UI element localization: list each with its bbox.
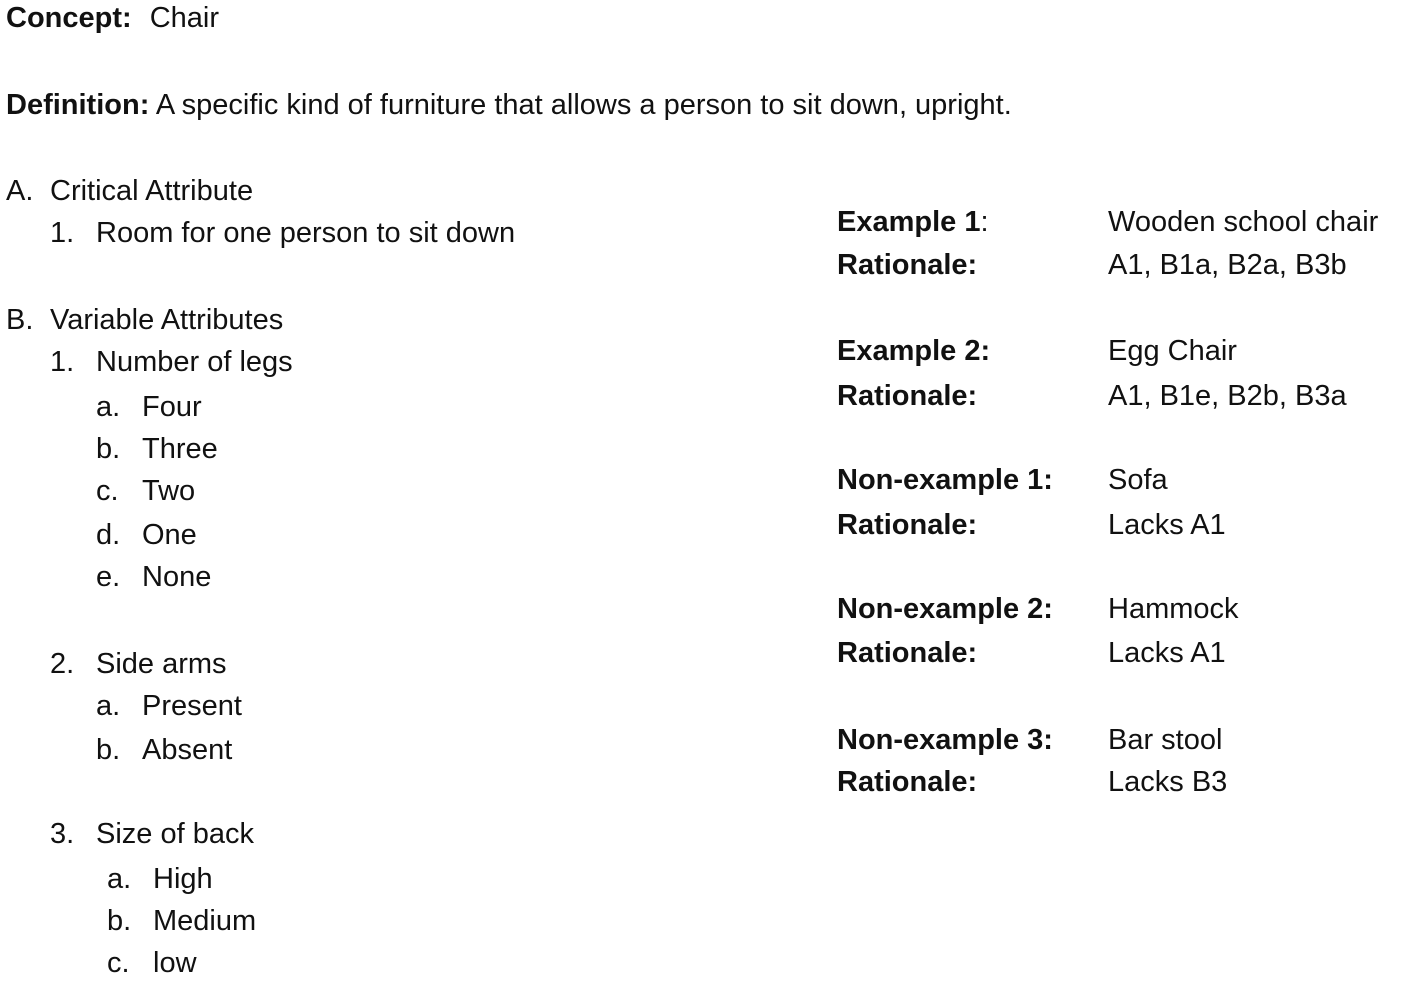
b3a-text: High bbox=[153, 863, 213, 895]
example-label: Example 1: bbox=[837, 206, 989, 238]
b1e-text: None bbox=[142, 561, 212, 593]
example-value: Egg Chair bbox=[1108, 335, 1237, 367]
non-example-value: Sofa bbox=[1108, 464, 1168, 496]
b1b-marker: b. bbox=[96, 433, 121, 465]
b1-text: Number of legs bbox=[96, 346, 293, 378]
definition-line bbox=[6, 87, 1012, 123]
b3-text: Size of back bbox=[96, 818, 254, 850]
b2-marker: 2. bbox=[50, 648, 75, 680]
rationale-label: Rationale: bbox=[837, 380, 978, 412]
section-a-item-marker: 1. bbox=[50, 217, 75, 249]
example-value: Wooden school chair bbox=[1108, 206, 1379, 238]
definition-label: Definition: bbox=[6, 89, 150, 121]
b2a-text: Present bbox=[142, 690, 242, 722]
non-example-label: Non-example 3: bbox=[837, 724, 1053, 756]
section-a-marker: A. bbox=[6, 175, 34, 207]
rationale-value: Lacks B3 bbox=[1108, 766, 1228, 798]
b1e-marker: e. bbox=[96, 561, 121, 593]
rationale-label: Rationale: bbox=[837, 766, 978, 798]
b3b-marker: b. bbox=[107, 905, 132, 937]
concept-line bbox=[6, 0, 219, 36]
b1a-marker: a. bbox=[96, 391, 121, 423]
b2b-marker: b. bbox=[96, 734, 121, 766]
section-b-marker: B. bbox=[6, 304, 34, 336]
definition-value: A specific kind of furniture that allows a person to sit down, upright. bbox=[155, 89, 1012, 121]
b2-text: Side arms bbox=[96, 648, 227, 680]
rationale-label: Rationale: bbox=[837, 509, 978, 541]
b3b-text: Medium bbox=[153, 905, 257, 937]
non-example-value: Hammock bbox=[1108, 593, 1239, 625]
b1c-marker: c. bbox=[96, 475, 119, 507]
non-example-label: Non-example 1: bbox=[837, 464, 1053, 496]
section-a-title: Critical Attribute bbox=[50, 175, 254, 207]
section-b-title: Variable Attributes bbox=[50, 304, 284, 336]
b1d-text: One bbox=[142, 519, 197, 551]
rationale-value: A1, B1e, B2b, B3a bbox=[1108, 380, 1347, 412]
b1d-marker: d. bbox=[96, 519, 121, 551]
b3-marker: 3. bbox=[50, 818, 75, 850]
rationale-value: Lacks A1 bbox=[1108, 509, 1226, 541]
rationale-label: Rationale: bbox=[837, 637, 978, 669]
rationale-label: Rationale: bbox=[837, 249, 978, 281]
rationale-value: A1, B1a, B2a, B3b bbox=[1108, 249, 1347, 281]
b1a-text: Four bbox=[142, 391, 202, 423]
non-example-value: Bar stool bbox=[1108, 724, 1223, 756]
section-a-item-text: Room for one person to sit down bbox=[96, 217, 516, 249]
b3c-marker: c. bbox=[107, 947, 130, 979]
non-example-label: Non-example 2: bbox=[837, 593, 1053, 625]
b3c-text: low bbox=[153, 947, 197, 979]
b1-marker: 1. bbox=[50, 346, 75, 378]
rationale-value: Lacks A1 bbox=[1108, 637, 1226, 669]
b3a-marker: a. bbox=[107, 863, 132, 895]
concept-value: Chair bbox=[149, 2, 220, 34]
b2a-marker: a. bbox=[96, 690, 121, 722]
b2b-text: Absent bbox=[142, 734, 233, 766]
b1b-text: Three bbox=[142, 433, 218, 465]
concept-label: Concept: bbox=[6, 2, 132, 34]
b1c-text: Two bbox=[142, 475, 196, 507]
example-label: Example 2: bbox=[837, 335, 991, 367]
